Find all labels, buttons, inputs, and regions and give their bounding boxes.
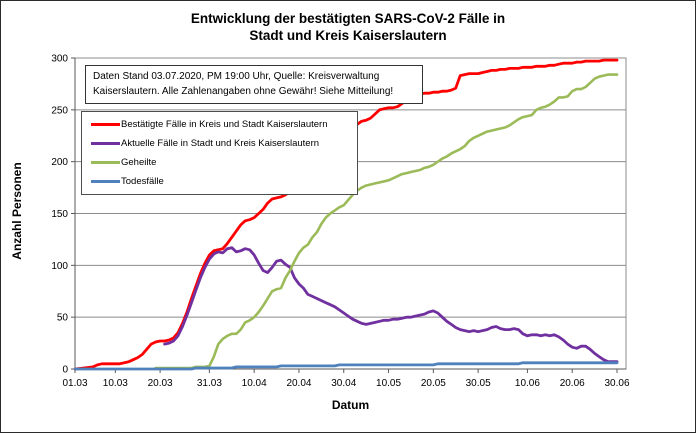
x-tick-label: 31.03 [196,378,222,389]
data-source-note [85,65,423,104]
x-tick-label: 10.03 [102,378,128,389]
x-tick-label: 10.05 [376,378,402,389]
legend [81,111,358,195]
x-tick-label: 20.03 [147,378,173,389]
legend-line-swatch [91,142,120,145]
x-tick-label: 30.04 [331,378,357,389]
legend-label: Geheilte [121,157,157,168]
series-line-1 [165,248,617,362]
y-axis-title: Anzahl Personen [10,162,24,260]
legend-label: Todesfälle [121,176,164,187]
y-tick-label: 50 [56,312,68,324]
y-tick-label: 300 [51,53,68,65]
legend-label: Aktuelle Fälle in Stadt und Kreis Kaiserslautern [121,138,320,149]
legend-line-swatch [91,123,120,126]
chart-title-line-2: Stadt und Kreis Kaiserslautern [249,28,447,43]
legend-item-2 [91,155,357,171]
legend-line-swatch [91,180,120,183]
legend-item-1 [91,136,357,152]
y-tick-label: 250 [51,105,68,117]
legend-line-swatch [91,161,120,164]
y-tick-label: 150 [51,209,68,220]
x-tick-label: 20.04 [286,378,312,389]
series-line-0 [75,60,617,369]
x-tick-label: 30.05 [465,378,491,389]
legend-label: Bestätigte Fälle in Kreis und Stadt Kaiserslautern [121,119,328,130]
y-tick-label: 100 [51,260,68,272]
x-tick-label: 10.06 [514,378,540,389]
x-tick-label: 01.03 [62,378,88,389]
note-line-2: Kaiserslautern. Alle Zahlenangaben ohne Gewähr! Siehe Mitteilung! [93,85,394,97]
x-tick-label: 20.06 [559,378,585,389]
note-line-1: Daten Stand 03.07.2020, PM 19:00 Uhr, Quelle: Kreisverwaltung [93,71,380,82]
legend-item-0 [91,117,357,133]
x-tick-label: 10.04 [241,378,267,389]
legend-item-3 [91,174,357,190]
x-tick-label: 20.05 [420,378,446,389]
x-axis-title: Datum [331,398,370,412]
series-line-3 [75,363,617,369]
chart-title-line-1: Entwicklung der bestätigten SARS-CoV-2 Fälle in [190,11,506,26]
y-tick-label: 0 [62,364,68,376]
y-tick-label: 200 [51,157,68,169]
x-tick-label: 30.06 [604,378,630,389]
